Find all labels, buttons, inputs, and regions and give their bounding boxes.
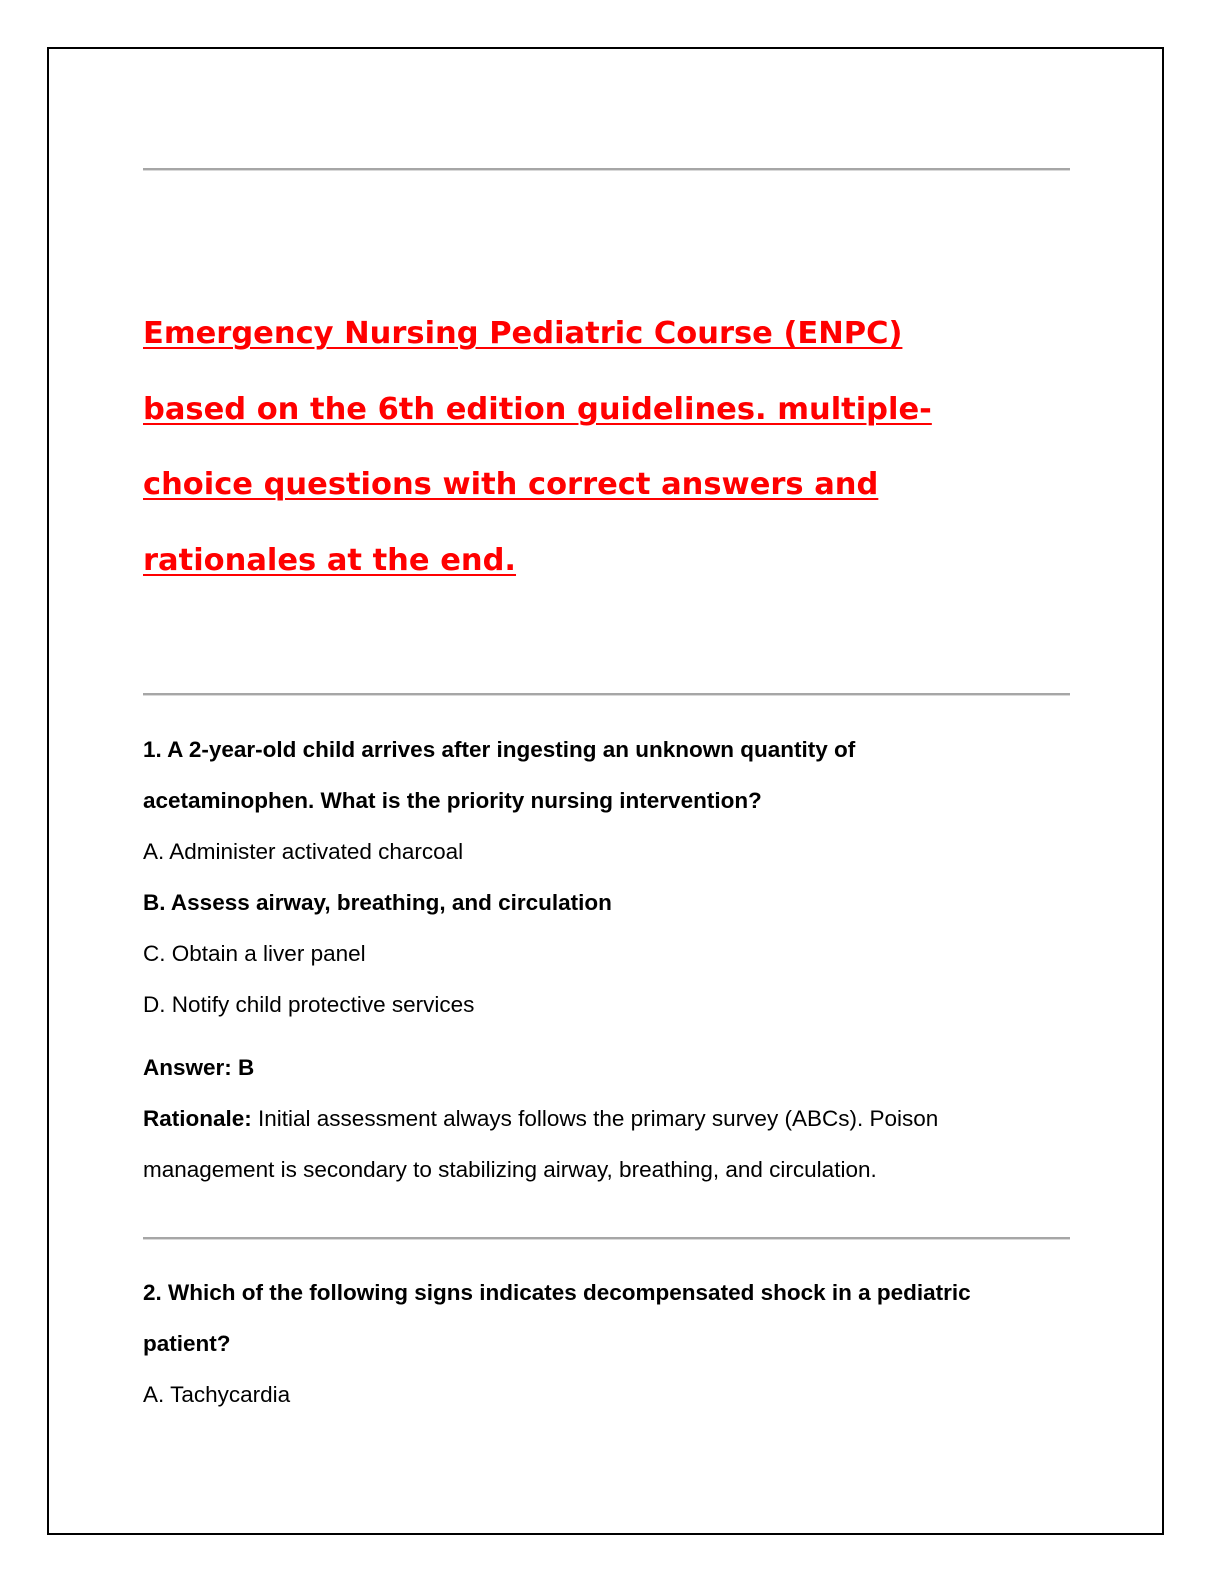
title-line: Emergency Nursing Pediatric Course (ENPC) <box>143 316 903 351</box>
option-a: A. Tachycardia <box>143 1382 291 1407</box>
rationale-text: management is secondary to stabilizing airway, breathing, and circulation. <box>143 1157 877 1182</box>
answer-line: Answer: B <box>143 1055 255 1080</box>
question-1 <box>143 724 1073 1195</box>
question-stem: patient? <box>143 1331 231 1356</box>
option-d: D. Notify child protective services <box>143 992 475 1017</box>
horizontal-rule-top <box>143 168 1070 170</box>
spacer <box>143 1030 1073 1042</box>
option-a: A. Administer activated charcoal <box>143 839 464 864</box>
rationale-line <box>143 1093 1073 1144</box>
option-c: C. Obtain a liver panel <box>143 941 366 966</box>
option-b-correct: B. Assess airway, breathing, and circulation <box>143 890 612 915</box>
title-line: choice questions with correct answers and <box>143 467 879 502</box>
horizontal-rule-before-q2 <box>143 1237 1070 1239</box>
horizontal-rule-after-title <box>143 693 1070 695</box>
title-line: rationales at the end. <box>143 542 517 578</box>
question-stem: 2. Which of the following signs indicates decompensated shock in a pediatric <box>143 1280 971 1305</box>
rationale-text: Initial assessment always follows the primary survey (ABCs). Poison <box>251 1106 939 1131</box>
question-stem: acetaminophen. What is the priority nursing intervention? <box>143 788 762 813</box>
question-2 <box>143 1267 1073 1420</box>
question-stem: 1. A 2-year-old child arrives after ingesting an unknown quantity of <box>143 737 856 762</box>
document-title <box>143 296 1063 598</box>
title-line: based on the 6th edition guidelines. multiple- <box>143 391 932 427</box>
rationale-label: Rationale: <box>143 1106 252 1131</box>
